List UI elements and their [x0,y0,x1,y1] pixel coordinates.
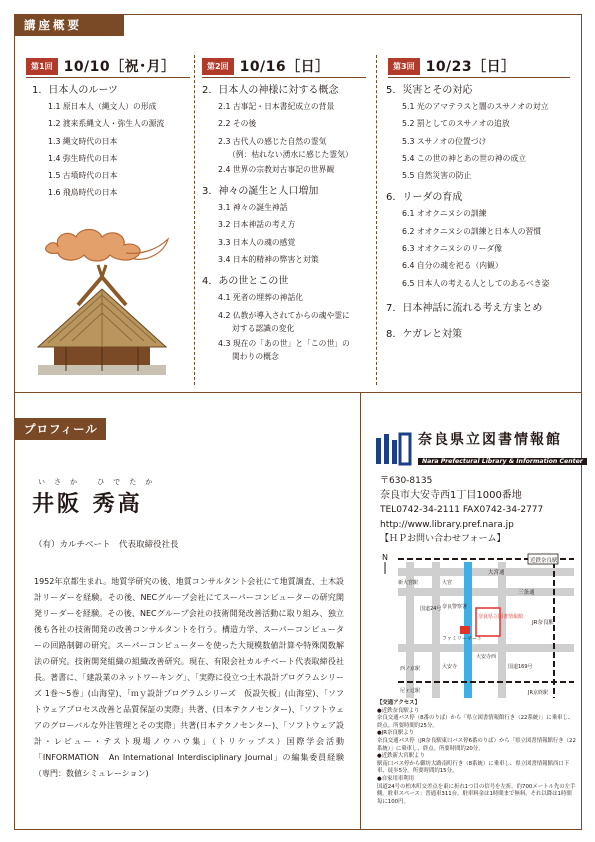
cloud-icon [46,230,168,262]
subtopic: 1.3 縄文時代の日本 [48,136,118,146]
library-name: 奈良県立図書情報館 [418,432,562,448]
subtopic: 1.6 飛鳥時代の日本 [48,188,118,198]
topic-title: 5．災害とその対応 [386,85,473,96]
session-2-underline [202,77,366,78]
access-line: 奈良交通バス停（JR奈良駅東口バス停6番のりば）から「県立図書情報館行き（22系統）」に乗車し、終点。所要時間約20分。 [377,737,576,752]
subtopic: 4.1 死者の埋葬の神話化 [218,293,304,303]
subtopic-continuation: （例：枯れない湧水に感じた霊気） [228,149,353,159]
road-24 [432,562,440,698]
library-info [380,474,543,547]
topic-title: 3．神々の誕生と人口増加 [202,186,319,198]
label-jr-kyobate: JR京終駅 [528,690,548,696]
subtopic: 5.5 自然災害の防止 [402,171,472,181]
lecturer-bio: 1952年京都生まれ。地質学研究の後、地質コンサルタント会社にて地質調査、土木設計リーダーを経験。その後、NECグループ会社にてスーパーコンピューターの研究開発リーダーを経験。その後、NECグループ会社の技術開発改善活動に取り組み、独立後も各社の技術開発の改善コンサルタントを行う。構造力学、スーパーコンピューターの回路制御の研究。スーパーコンピューターを使った大規模数値計算や特殊関数解法の研究。技術開発組織の組織改善研究。現在、有限会社カルチベート代表取締役社長。著書に、「建設業のネットワーキング」、「実際に役立つ土木設計プログラムシリーズ 1巻～5巻」(山海堂)、「ｍｙ設計プログラムシリーズ 仮設矢板」(山海堂)、「ソフトウェアプロセス改善と品質保証の実際」共著、(日本テクノセンター)、「ソフトウェアのグローバルな外注管理とその実際」共著(日本テクノセンター)、「ソフトウェア設計・レビュー・テスト現場ノウハウ集」（トリケップス）国際学会活動「INFORMATION An International Interdisciplinary Journal」の編集委員経験（専門：数値シミュレーション) [34,577,344,778]
subtopic: 1.2 渡来系縄文人・弥生人の源流 [48,119,165,129]
library-location-box [476,608,500,636]
subtopic: 2.2 その後 [218,119,257,129]
access-map [378,548,574,698]
library-name-en: Nara Prefectural Library & Information Center [418,458,587,465]
outline-header: 講座概要 [14,14,124,36]
subtopic: 5.3 スサノオの位置づけ [402,136,487,146]
label-daianji: 大安寺 [442,664,458,670]
label-police: 奈良警察署 [442,604,468,610]
topic-title: 1．日本人のルーツ [32,85,118,96]
topic-title: 2．日本人の神様に対する概念 [202,85,339,96]
access-line: 国道24号の柏木町交差点を東に折れ1つ目の信号を左折。約700メートル先の左手側。駐車スペース：普通車311台。駐車料金は1時間まで無料。それ以降は1時間毎に100円。 [377,783,576,805]
access-title: 【交通アクセス】 [377,700,420,706]
subtopic: 5.4 この世の神とあの世の神の成立 [402,153,527,163]
label-library: 奈良県立図書情報館 [478,614,524,620]
label-omiya: 大宮 [442,580,453,586]
session-3-heading [388,55,516,77]
access-line: ●近鉄奈良駅より [377,707,420,714]
label-route24: 国道24号 [420,606,442,612]
subtopic: 6.4 自分の魂を祀る（内観） [402,261,503,271]
session-1-date: 10/10［祝･月］ [63,59,176,75]
session-2-tag: 第2回 [202,58,234,75]
session-3-date: 10/23［日］ [425,59,516,75]
access-line: ●近鉄新大宮駅より [377,753,425,760]
library-address: 奈良市大安寺西1丁目1000番地 [380,489,522,501]
access-line: 奈良交通バス停（8番のりば）から「県立図書情報館行き（22系統）」に乗車し、終点。所要時間約25分。 [377,715,574,729]
label-amagatsuji: 尼ヶ辻駅 [400,688,421,694]
topic-title: 7．日本神話に流れる考え方まとめ [386,302,543,314]
library-marker [460,626,470,634]
lecturer-title: （有）カルチベート 代表取締役社長 [34,540,179,550]
access-line: 駅南口バス停から御坊大路南町行き（8系統）に乗車し、県立図書情報館西口下車、徒歩5分。所要時間約15分。 [377,760,570,775]
topic-title: 4．あの世とこの世 [202,276,289,288]
label-sanjo-dori: 三条通 [518,590,535,596]
access-info [377,700,577,806]
subtopic: 5.2 罰としてのスサノオの追放 [402,119,510,129]
library-name-block [418,432,587,467]
profile-header: プロフィール [14,418,106,440]
subtopic-continuation: 対する認識の変化 [232,323,295,333]
subtopic: 5.1 光のアマテラスと闇のスサノオの対立 [402,102,549,111]
library-postal: 〒630-8135 [380,476,433,486]
subtopic: 2.3 古代人の感じた自然の霊気 [218,136,327,146]
label-familymart: ファミリーマート [442,636,482,642]
subtopic: 6.2 オオクニヌシの訓練と日本人の習慣 [402,226,542,236]
road-lower [398,644,574,652]
section-divider [14,392,582,393]
label-shin-omiya: 新大宮駅 [398,580,419,586]
label-nishinokyo: 西ノ京駅 [400,666,421,672]
session-1-topics [32,84,192,202]
subtopic: 3.3 日本人の魂の感覚 [218,237,296,247]
subtopic: 1.4 弥生時代の日本 [48,153,118,163]
label-ohmiya-dori: 大宮通 [488,570,505,576]
lecturer-name: 井阪 秀高 [32,492,143,517]
subtopic-continuation: 関わりの概念 [232,352,279,362]
library-url[interactable]: http://www.library.pref.nara.jp [380,519,514,530]
session-3-underline [388,77,570,78]
subtopic: 2.4 世界の宗教対古事記の世界観 [218,164,335,174]
subtopic: 1.1 原日本人（縄文人）の形成 [48,102,157,111]
shrine-roof-icon [38,265,166,375]
subtopic: 4.2 仏教が導入されてからの魂や霊に [218,310,350,320]
subtopic: 3.2 日本神話の考え方 [218,220,296,230]
access-line: ●自家用車利用 [377,775,415,782]
name-ruby: いさか ひでたか [38,478,162,486]
profile-library-divider [360,392,361,830]
session-3-topics [386,84,578,342]
session-1-tag: 第1回 [26,58,58,75]
label-jr-nara: JR奈良駅 [532,620,554,626]
subtopic: 3.4 日本的精神の弊害と対策 [218,255,319,265]
column-divider-1 [194,55,195,385]
session-3-tag: 第3回 [388,58,420,75]
column-divider-2 [376,55,377,385]
session-2-topics [202,84,374,363]
subtopic: 6.5 日本人の考える人としてのあるべき姿 [402,278,550,288]
session-1-underline [26,77,190,78]
topic-title: 6．リーダの育成 [386,192,463,204]
library-tel-fax: TEL0742-34-2111 FAX0742-34-2777 [380,505,544,515]
topic-title: 8．ケガレと対策 [386,328,463,340]
session-1-heading [26,55,176,77]
label-route169: 国道169号 [508,664,533,670]
north-label: N [382,553,388,562]
road-ohmiya [398,568,574,576]
subtopic: 6.1 オオクニヌシの訓練 [402,209,487,219]
library-contact[interactable]: 【ＨＰお問い合わせフォーム】 [380,534,506,544]
subtopic: 4.3 現在の「あの世」と「この世」の [218,338,350,348]
label-daianji-nishi: 大安寺西 [476,654,497,660]
library-logo-icon [374,432,414,466]
access-line: ●JR奈良駅より [377,730,414,737]
subtopic: 1.5 古墳時代の日本 [48,171,118,181]
road-sanjo [398,588,574,596]
subtopic: 2.1 古事記・日本書紀成立の背景 [218,102,335,111]
subtopic: 6.3 オオクニヌシのリーダ像 [402,244,503,254]
shrine-illustration [18,225,190,385]
session-2-heading [202,55,330,77]
subtopic: 3.1 神々の誕生神話 [218,203,288,213]
session-2-date: 10/16［日］ [239,59,330,75]
label-kintetsu-nara: 近鉄奈良駅 [530,558,558,564]
